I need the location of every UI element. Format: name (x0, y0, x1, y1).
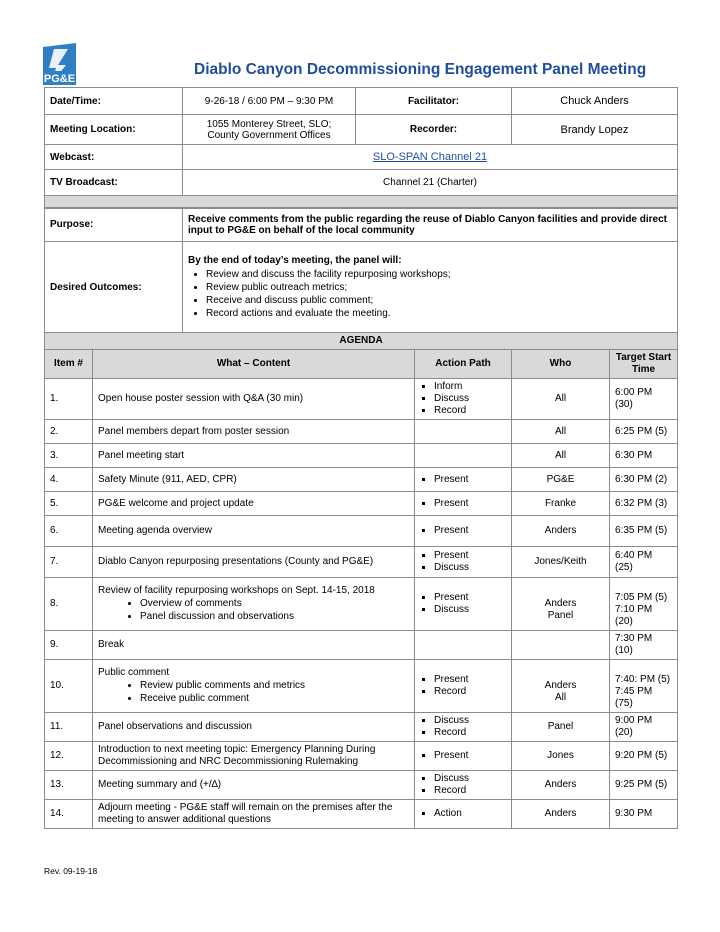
col-who: Who (512, 350, 610, 379)
agenda-item-number: 3. (45, 444, 93, 468)
agenda-action-path (415, 771, 512, 800)
time-value: 9:20 PM (5) (615, 750, 668, 761)
agenda-subitem: • Receive public comment (140, 692, 409, 705)
agenda-start-time (610, 660, 678, 713)
agenda-row (45, 547, 678, 578)
agenda-item-title: Break (98, 639, 125, 650)
meeting-info-table (44, 87, 678, 209)
who-value: Anders (544, 779, 577, 790)
agenda-action-path (415, 631, 512, 660)
svg-text:PG&E: PG&E (43, 73, 76, 85)
agenda-body (45, 379, 678, 829)
action-item: ▪ Present (434, 674, 506, 686)
who-value: All (554, 425, 567, 437)
tv-value: Channel 21 (Charter) (183, 170, 678, 196)
action-item: ▪ Record (434, 727, 506, 739)
action-item: ▪ Action (434, 808, 506, 820)
agenda-who (512, 713, 610, 742)
agenda-item-content (93, 468, 415, 492)
location-line1: 1055 Monterey Street, SLO; (206, 118, 332, 130)
agenda-row (45, 660, 678, 713)
agenda-who (512, 468, 610, 492)
time-value: 6:40 PM (25) (615, 550, 653, 573)
agenda-action-path (415, 660, 512, 713)
agenda-row (45, 468, 678, 492)
agenda-item-content (93, 420, 415, 444)
agenda-action-path (415, 800, 512, 829)
time-value: 7:10 PM (20) (615, 604, 653, 627)
agenda-item-content (93, 444, 415, 468)
agenda-row (45, 713, 678, 742)
agenda-who (512, 516, 610, 547)
agenda-action-path (415, 713, 512, 742)
time-value: 6:30 PM (2) (615, 473, 668, 485)
action-list (420, 715, 506, 739)
action-item: ▪ Present (434, 525, 506, 537)
action-item: ▪ Present (434, 592, 506, 604)
who-value: PG&E (546, 473, 575, 485)
purpose-text: Receive comments from the public regarding the reuse of Diablo Canyon facilities and provide direct input to PG&E on behalf of the local community (183, 208, 678, 242)
agenda-item-content (93, 578, 415, 631)
action-item: ▪ Present (434, 498, 506, 510)
agenda-who (512, 800, 610, 829)
outcome-item: • Receive and discuss public comment; (206, 294, 672, 307)
agenda-start-time (610, 547, 678, 578)
agenda-start-time (610, 468, 678, 492)
agenda-subitem: • Panel discussion and observations (140, 610, 409, 623)
who-value: Panel (547, 610, 574, 621)
agenda-start-time (610, 578, 678, 631)
agenda-action-path (415, 578, 512, 631)
agenda-start-time (610, 492, 678, 516)
agenda-action-path (415, 379, 512, 420)
time-value: 9:25 PM (5) (615, 779, 668, 790)
who-value: Franke (544, 497, 577, 509)
agenda-item-number: 8. (45, 578, 93, 631)
agenda-who (512, 379, 610, 420)
who-value: All (554, 692, 567, 703)
agenda-item-title: Panel observations and discussion (98, 721, 252, 732)
agenda-item-title: Review of facility repurposing workshops on Sept. 14-15, 2018 (98, 585, 375, 596)
time-value: 7:05 PM (5) (615, 592, 668, 603)
agenda-item-number: 9. (45, 631, 93, 660)
col-what: What – Content (93, 350, 415, 379)
outcome-item: • Review and discuss the facility repurposing workshops; (206, 268, 672, 281)
purpose-table (44, 207, 678, 333)
action-list (420, 674, 506, 698)
col-item: Item # (45, 350, 93, 379)
date-label: Date/Time: (45, 88, 183, 115)
outcomes-list (188, 268, 672, 320)
who-value: Jones (547, 750, 574, 761)
location-value (183, 115, 356, 145)
agenda-start-time (610, 379, 678, 420)
recorder-label: Recorder: (356, 115, 512, 145)
location-line2: County Government Offices (207, 129, 331, 141)
time-value: 9:00 PM (20) (615, 715, 653, 738)
action-item: ▪ Discuss (434, 604, 506, 616)
agenda-who (512, 444, 610, 468)
action-item: ▪ Present (434, 550, 506, 562)
agenda-row (45, 444, 678, 468)
agenda-start-time (610, 516, 678, 547)
time-value: 7:40: PM (5) (615, 674, 671, 685)
webcast-label: Webcast: (45, 145, 183, 170)
action-list (420, 750, 506, 762)
agenda-item-content (93, 379, 415, 420)
agenda-item-title: Panel members depart from poster session (98, 425, 290, 437)
agenda-item-number: 12. (45, 742, 93, 771)
tv-label: TV Broadcast: (45, 170, 183, 196)
time-value: 7:30 PM (10) (615, 633, 653, 656)
agenda-action-path (415, 547, 512, 578)
action-list (420, 381, 506, 417)
action-item: ▪ Record (434, 785, 506, 797)
agenda-heading: AGENDA (45, 333, 678, 350)
agenda-row (45, 742, 678, 771)
agenda-who (512, 742, 610, 771)
agenda-action-path (415, 420, 512, 444)
pge-logo (40, 43, 80, 85)
facilitator-label: Facilitator: (356, 88, 512, 115)
action-item: ▪ Record (434, 405, 506, 417)
agenda-item-number: 11. (45, 713, 93, 742)
agenda-item-number: 1. (45, 379, 93, 420)
agenda-item-number: 7. (45, 547, 93, 578)
agenda-item-number: 14. (45, 800, 93, 829)
date-value: 9-26-18 / 6:00 PM – 9:30 PM (183, 88, 356, 115)
agenda-action-path (415, 516, 512, 547)
agenda-item-number: 5. (45, 492, 93, 516)
agenda-item-content (93, 492, 415, 516)
agenda-who (512, 631, 610, 660)
agenda-subitems (98, 597, 409, 623)
agenda-row (45, 379, 678, 420)
agenda-who (512, 578, 610, 631)
agenda-table (44, 332, 678, 829)
agenda-who (512, 660, 610, 713)
agenda-item-title: Meeting agenda overview (98, 525, 212, 536)
agenda-subitems (98, 679, 409, 705)
agenda-item-number: 6. (45, 516, 93, 547)
action-item: ▪ Discuss (434, 715, 506, 727)
agenda-who (512, 420, 610, 444)
agenda-action-path (415, 742, 512, 771)
agenda-action-path (415, 492, 512, 516)
action-item: ▪ Discuss (434, 562, 506, 574)
agenda-item-content (93, 800, 415, 829)
outcomes-intro: By the end of today’s meeting, the panel will: (188, 254, 402, 266)
agenda-subitem: • Overview of comments (140, 597, 409, 610)
who-value: Anders (544, 525, 577, 536)
col-action: Action Path (415, 350, 512, 379)
time-value: 9:30 PM (615, 808, 653, 819)
action-item: ▪ Record (434, 686, 506, 698)
agenda-item-title: Safety Minute (911, AED, CPR) (98, 473, 237, 485)
outcomes-cell (183, 242, 678, 333)
outcome-item: • Review public outreach metrics; (206, 281, 672, 294)
agenda-action-path (415, 444, 512, 468)
agenda-start-time (610, 631, 678, 660)
action-item: ▪ Discuss (434, 393, 506, 405)
agenda-start-time (610, 713, 678, 742)
agenda-item-title: Public comment (98, 667, 170, 678)
who-value: Panel (547, 721, 574, 732)
action-list (420, 773, 506, 797)
agenda-item-title: Open house poster session with Q&A (30 min) (98, 393, 304, 404)
who-value: Anders (544, 598, 577, 609)
action-item: ▪ Inform (434, 381, 506, 393)
agenda-item-content (93, 660, 415, 713)
agenda-item-title: Introduction to next meeting topic: Emergency Planning During Decommissioning and NRC Decommissioning Rulemaking (98, 744, 376, 767)
agenda-action-path (415, 468, 512, 492)
col-time: Target Start Time (610, 350, 678, 379)
agenda-item-number: 4. (45, 468, 93, 492)
agenda-row (45, 516, 678, 547)
agenda-who (512, 492, 610, 516)
who-value: Jones/Keith (534, 556, 587, 567)
action-list (420, 525, 506, 537)
action-item: ▪ Discuss (434, 773, 506, 785)
agenda-row (45, 800, 678, 829)
time-value: 7:45 PM (75) (615, 686, 653, 709)
action-list (420, 808, 506, 820)
agenda-item-title: PG&E welcome and project update (98, 497, 254, 509)
outcomes-label: Desired Outcomes: (45, 242, 183, 333)
agenda-start-time (610, 420, 678, 444)
agenda-item-title: Meeting summary and (+/∆) (98, 779, 222, 790)
page-title: Diablo Canyon Decommissioning Engagement Panel Meeting (194, 61, 647, 78)
webcast-cell (183, 145, 678, 170)
purpose-label: Purpose: (45, 208, 183, 242)
agenda-item-content (93, 547, 415, 578)
agenda-item-content (93, 742, 415, 771)
agenda-item-number: 10. (45, 660, 93, 713)
action-item: ▪ Present (434, 474, 506, 486)
agenda-start-time (610, 800, 678, 829)
who-value: All (554, 449, 567, 461)
agenda-row (45, 420, 678, 444)
time-value: 6:30 PM (615, 449, 653, 461)
agenda-start-time (610, 742, 678, 771)
agenda-who (512, 771, 610, 800)
who-value: Anders (544, 680, 577, 691)
agenda-row (45, 631, 678, 660)
agenda-item-title: Adjourn meeting - PG&E staff will remain on the premises after the meeting to answer additional questions (98, 802, 393, 825)
who-value: All (554, 393, 567, 404)
agenda-row (45, 578, 678, 631)
time-value: 6:25 PM (5) (615, 425, 668, 437)
agenda-who (512, 547, 610, 578)
action-item: ▪ Present (434, 750, 506, 762)
revision-footer: Rev. 09-19-18 (44, 866, 98, 876)
action-list (420, 592, 506, 616)
time-value: 6:32 PM (3) (615, 497, 668, 509)
outcome-item: • Record actions and evaluate the meeting. (206, 307, 672, 320)
agenda-subitem: • Review public comments and metrics (140, 679, 409, 692)
webcast-link[interactable]: SLO-SPAN Channel 21 (372, 151, 488, 163)
time-value: 6:35 PM (5) (615, 525, 668, 536)
agenda-item-content (93, 771, 415, 800)
agenda-item-content (93, 631, 415, 660)
time-value: 6:00 PM (30) (615, 387, 653, 410)
agenda-item-number: 2. (45, 420, 93, 444)
action-list (420, 474, 506, 486)
agenda-row (45, 492, 678, 516)
agenda-start-time (610, 444, 678, 468)
facilitator-value: Chuck Anders (512, 88, 678, 115)
agenda-row (45, 771, 678, 800)
action-list (420, 550, 506, 574)
agenda-item-title: Diablo Canyon repurposing presentations (County and PG&E) (98, 556, 374, 567)
who-value: Anders (544, 808, 577, 819)
agenda-item-number: 13. (45, 771, 93, 800)
recorder-value: Brandy Lopez (512, 115, 678, 145)
agenda-item-title: Panel meeting start (98, 449, 185, 461)
agenda-item-content (93, 713, 415, 742)
location-label: Meeting Location: (45, 115, 183, 145)
action-list (420, 498, 506, 510)
agenda-start-time (610, 771, 678, 800)
agenda-item-content (93, 516, 415, 547)
